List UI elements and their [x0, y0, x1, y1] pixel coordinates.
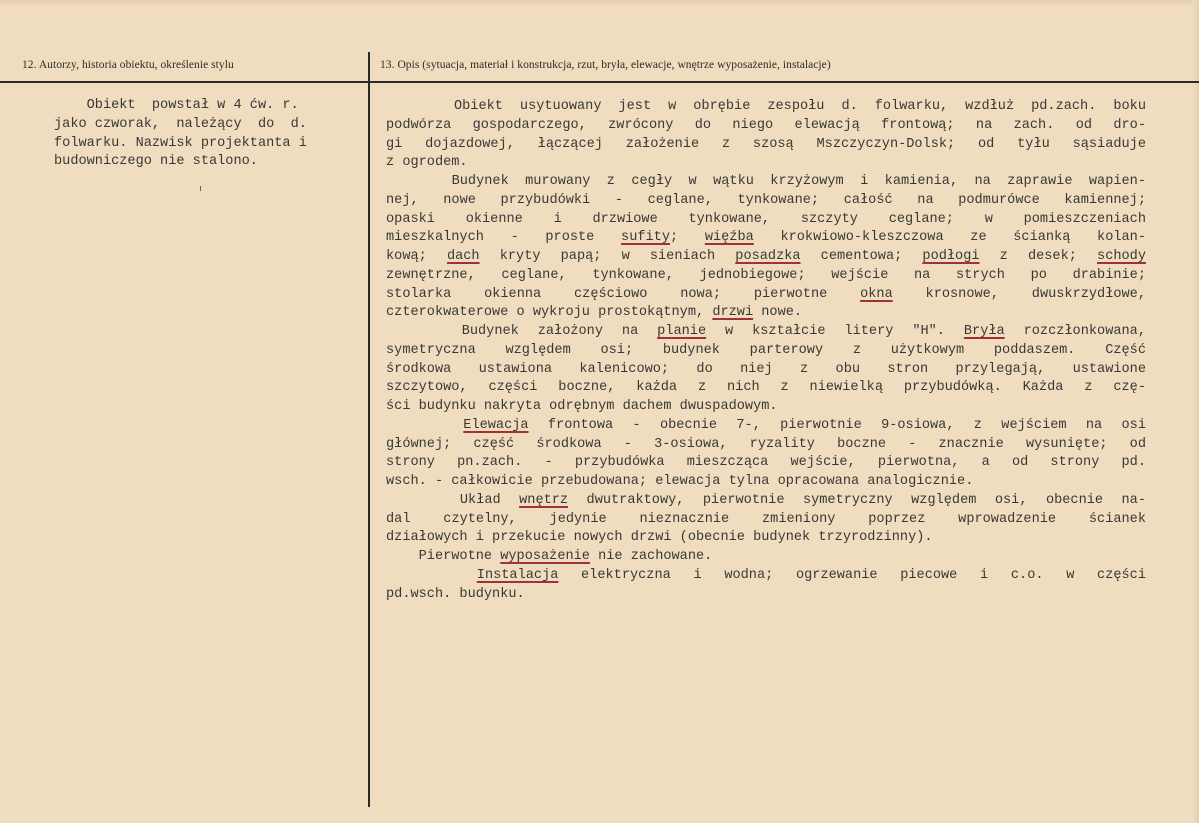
- underlined-keyword: sufity: [621, 230, 670, 246]
- section-13-heading: 13. Opis (sytuacja, materiał i konstrukcja, rzut, bryła, elewacje, wnętrze wyposażenie, instalacje): [380, 59, 831, 71]
- underlined-keyword: dach: [446, 249, 480, 264]
- typed-line: jako czworak, należący do d.: [54, 116, 307, 132]
- authors-history-text: [54, 97, 364, 172]
- typed-line: szczytowo, części boczne, każda z nich z niewielką przybudówką. Każda z czę-: [386, 380, 1146, 396]
- typed-line: gi dojazdowej, łączącej założenie z szosą Mszczyczyn-Dolsk; od tyłu sąsiaduje: [386, 136, 1146, 152]
- typed-line: z ogrodem.: [386, 155, 468, 171]
- underlined-keyword: planie: [657, 324, 707, 339]
- typed-line: Pierwotne wyposażenie nie zachowane.: [386, 549, 713, 564]
- page-edge-top: [0, 0, 1199, 6]
- typed-line: wsch. - całkowicie przebudowana; elewacja tylna opracowana analogicznie.: [386, 474, 974, 489]
- underlined-keyword: Elewacja: [463, 417, 529, 433]
- underlined-keyword: okna: [860, 286, 893, 302]
- typed-line: środkowa ustawiona kalenicowo; do niej z obu stron przylegają, ustawione: [386, 361, 1146, 377]
- typed-line: działowych i przekucie nowych drzwi (obecnie budynek trzyrodzinny).: [386, 530, 933, 546]
- typed-line: Elewacja frontowa - obecnie 7-, pierwotnie 9-osiowa, z wejściem na osi: [463, 417, 1146, 433]
- underlined-keyword: wnętrz: [519, 492, 569, 508]
- underlined-keyword: posadzka: [735, 249, 801, 264]
- underlined-keyword: Bryła: [963, 324, 1005, 339]
- underlined-keyword: drzwi: [712, 305, 754, 321]
- typed-line: czterokwaterowe o wykroju prostokątnym, drzwi nowe.: [386, 305, 803, 321]
- pencil-mark: [200, 186, 201, 191]
- typed-line: podwórza gospodarczego, zwrócony do niego elewacją frontową; na zach. od dro-: [386, 117, 1146, 133]
- typed-line: stolarka okienna częściowo nowa; pierwotne okna krosnowe, dwuskrzydłowe,: [386, 286, 1146, 302]
- typed-line: zewnętrzne, ceglane, tynkowane, jednobiegowe; wejście na strych po drabinie;: [386, 267, 1146, 283]
- typed-line: Budynek założony na planie w kształcie litery "H". Bryła rozczłonkowana,: [386, 324, 1146, 339]
- underlined-keyword: wyposażenie: [500, 549, 590, 564]
- description-text: [386, 98, 1146, 604]
- typed-line: opaski okienne i drzwiowe tynkowane, szczyty ceglane; w pomieszczeniach: [386, 211, 1146, 227]
- typed-line: ści budynku nakryta odrębnym dachem dwuspadowym.: [386, 399, 778, 414]
- typed-line: symetryczna względem osi; budynek parterowy z użytkowym poddaszem. Część: [386, 342, 1146, 358]
- typed-line: folwarku. Nazwisk projektanta i: [54, 135, 307, 151]
- typed-line: głównej; część środkowa - 3-osiowa, ryzality boczne - znacznie wysunięte; od: [386, 436, 1146, 452]
- typed-line: dal czytelny, jedynie nieznacznie zmieniony poprzez wprowadzenie ścianek: [386, 511, 1146, 527]
- typed-line: Obiekt powstał w 4 ćw. r.: [54, 98, 299, 113]
- typed-line: nej, nowe przybudówki - ceglane, tynkowane; całość na podmurówce kamiennej;: [386, 192, 1146, 208]
- typed-line: pd.wsch. budynku.: [386, 586, 525, 602]
- column-divider: [368, 52, 370, 807]
- typed-line: Instalacja elektryczna i wodna; ogrzewanie piecowe i c.o. w części: [476, 567, 1146, 583]
- typed-line: Budynek murowany z cegły w wątku krzyżowym i kamienia, na zaprawie wapien-: [386, 174, 1146, 189]
- horizontal-rule: [0, 81, 1199, 83]
- typed-line: budowniczego nie stalono.: [54, 154, 258, 170]
- typed-line: Układ wnętrz dwutraktowy, pierwotnie symetryczny względem osi, obecnie na-: [386, 492, 1146, 508]
- typed-line: kową; dach kryty papą; w sieniach posadzka cementowa; podłogi z desek; schody: [386, 249, 1146, 264]
- section-12-heading: 12. Autorzy, historia obiektu, określenie stylu: [22, 59, 234, 71]
- typed-line: strony pn.zach. - przybudówka mieszcząca wejście, pierwotna, a od strony pd.: [386, 455, 1146, 471]
- page-edge-right: [1193, 0, 1199, 823]
- typed-line: Obiekt usytuowany jest w obrębie zespołu d. folwarku, wzdłuż pd.zach. boku: [386, 99, 1146, 114]
- underlined-keyword: schody: [1097, 249, 1146, 264]
- underlined-keyword: podłogi: [922, 249, 980, 264]
- underlined-keyword: Instalacja: [476, 567, 559, 583]
- typed-line: mieszkalnych - proste sufity; więźba krokwiowo-kleszczowa ze ścianką kolan-: [386, 230, 1146, 246]
- underlined-keyword: więźba: [704, 230, 754, 246]
